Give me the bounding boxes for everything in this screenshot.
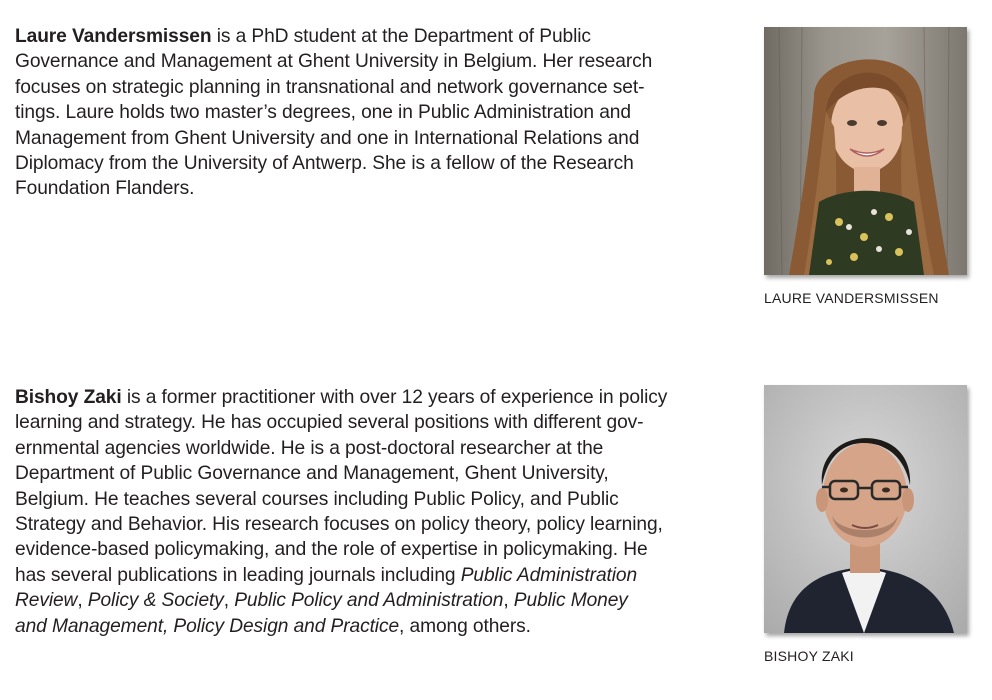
bio-line: Diplomacy from the University of Antwerp. She is a fellow of the Research	[15, 153, 634, 175]
bio-line: Management from Ghent University and one in International Relations and	[15, 127, 640, 149]
bio-line: is a former practitioner with over 12 years of experience in policy	[121, 387, 668, 408]
separator: ,	[503, 590, 514, 612]
journal-title: Public Policy and Administration	[234, 590, 504, 612]
bio-line: Foundation Flanders.	[15, 178, 195, 200]
bio-name: Bishoy Zaki	[15, 387, 122, 408]
portrait-photo-icon	[764, 385, 967, 633]
photo-caption: BISHOY ZAKI	[764, 648, 854, 664]
bio-line: Governance and Management at Ghent University in Belgium. Her research	[15, 51, 653, 73]
bio-line: tings. Laure holds two master’s degrees, one in Public Administration and	[15, 102, 631, 124]
journal-title: Public Administration	[460, 564, 638, 586]
bio-line: learning and strategy. He has occupied several positions with different gov-	[15, 412, 644, 434]
bio-name: Laure Vandersmissen	[15, 26, 212, 47]
bio-line: has several publications in leading journals including	[15, 564, 461, 586]
bio-tail: , among others.	[399, 615, 531, 637]
bio-line: evidence-based policymaking, and the role of expertise in policymaking. He	[15, 539, 648, 561]
bio-line: Strategy and Behavior. His research focuses on policy theory, policy learning,	[15, 514, 663, 536]
journal-title: Review	[15, 590, 78, 612]
journal-title: Policy & Society	[87, 590, 224, 612]
bio-laure-vandersmissen	[15, 24, 705, 202]
portrait-photo-icon	[764, 27, 967, 275]
photo-laure-vandersmissen	[764, 27, 967, 275]
separator: ,	[223, 590, 235, 612]
bio-line: focuses on strategic planning in transnational and network governance set-	[15, 76, 645, 98]
bio-line: Department of Public Governance and Management, Ghent University,	[15, 463, 609, 485]
photo-bishoy-zaki	[764, 385, 967, 633]
bio-bishoy-zaki	[15, 385, 705, 639]
journal-title: and Management, Policy Design and Practice	[15, 615, 400, 637]
bio-line: ernmental agencies worldwide. He is a post-doctoral researcher at the	[15, 437, 604, 459]
bio-line: is a PhD student at the Department of Public	[211, 26, 591, 47]
separator: ,	[77, 590, 88, 612]
photo-caption: LAURE VANDERSMISSEN	[764, 290, 939, 306]
journal-title: Public Money	[513, 590, 628, 612]
bio-line: Belgium. He teaches several courses including Public Policy, and Public	[15, 488, 619, 510]
